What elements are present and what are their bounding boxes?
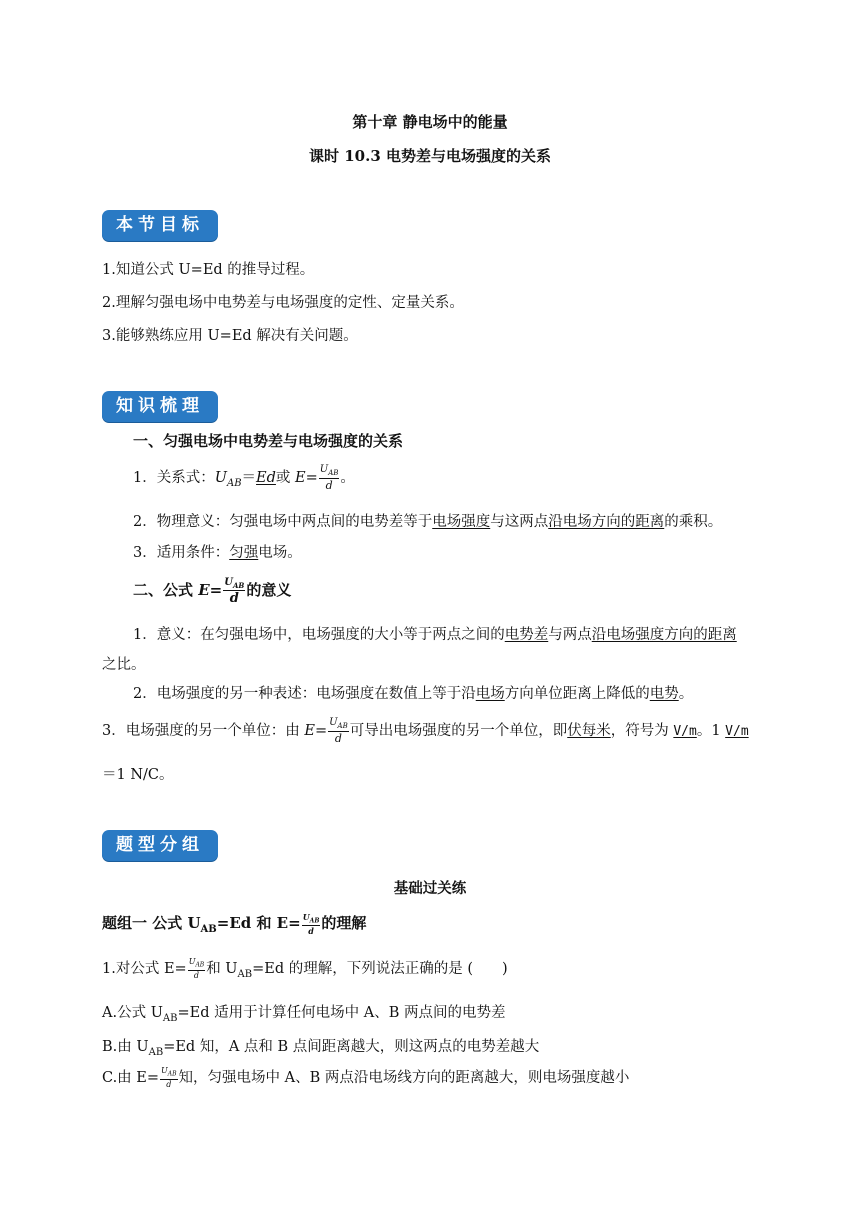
option-c [102,1060,629,1096]
or-text: 或 [275,470,296,486]
fraction [223,578,245,605]
text: 2．物理意义：匀强电场中两点间的电势差等于 [133,514,433,530]
objective-3: 3.能够熟练应用 U=Ed 解决有关问题。 [102,328,358,344]
unit-line-2: ＝1 N/C。 [102,767,174,783]
numerator-sub: AB [337,722,348,730]
relation-formula [133,458,355,504]
numerator-u: U [302,911,310,922]
text: 。1 [696,723,726,739]
text: 与这两点 [490,514,549,530]
fraction [302,913,321,936]
fraction-denominator: d [193,970,199,980]
text: 二、公式 [133,581,199,599]
alternate-definition [133,682,693,703]
section-1-title: 一、匀强电场中电势差与电场强度的关系 [133,432,404,450]
blank-potential: 电势 [649,686,679,702]
subscript: AB [148,1046,164,1058]
blank-potential-difference: 电势差 [504,627,549,643]
blank-distance: 沿电场方向的距离 [548,514,665,530]
fraction-denominator: d [325,479,333,492]
text: 2．电场强度的另一种表述：电场强度在数值上等于沿 [133,686,476,702]
equals-sign: = [314,723,328,739]
text: ，符号为 [610,723,674,739]
subscript: AB [162,1012,178,1024]
symbol-u: U [214,470,227,486]
meaning-line-1 [133,623,737,644]
groups-badge: 题型分组 [102,830,218,861]
blank-unit-symbol: V/m [673,724,697,739]
numerator-sub: AB [232,580,245,590]
blank-field: 电场 [475,686,505,702]
knowledge-badge: 知识梳理 [102,391,218,422]
text: 1．意义：在匀强电场中，电场强度的大小等于两点之间的 [133,627,505,643]
text: 电场。 [258,545,302,561]
applicable-condition [133,541,302,562]
unit-line-1 [102,711,749,752]
blank-unit-name: 伏每米 [567,723,611,739]
text: 与两点 [548,627,592,643]
fraction [328,718,349,744]
blank-unit-symbol: V/m [725,724,749,739]
text: 可导出电场强度的另一个单位，即 [349,723,568,739]
section-2-title [133,570,291,610]
text: A.公式 U [102,1005,163,1021]
lesson-title: 课时 10.3 电势差与电场强度的关系 [309,147,551,165]
text: =Ed 知，A 点和 B 点间距离越大，则这两点的电势差越大 [163,1039,540,1055]
text: 1.对公式 E= [102,961,187,977]
fraction-numerator [188,958,206,971]
fraction-numerator [160,1067,178,1080]
text: 3．适用条件： [133,545,230,561]
text: =Ed 的理解，下列说法正确的是 ( ) [252,961,508,977]
numerator-sub: AB [195,961,205,969]
objective-1: 1.知道公式 U=Ed 的推导过程。 [102,262,315,278]
text: 的乘积。 [664,514,723,530]
symbol-e: E [295,470,306,486]
meaning-line-2: 之比。 [102,657,146,673]
numerator-u: U [329,717,338,728]
text: =Ed 适用于计算任何电场中 A、B 两点间的电势差 [177,1005,506,1021]
numerator-u: U [224,576,233,588]
objective-2: 2.理解匀强电场中电势差与电场强度的定性、定量关系。 [102,295,464,311]
text: C.由 E= [102,1070,160,1086]
fraction-denominator: d [166,1079,172,1089]
numerator-u: U [319,464,329,475]
fraction [188,958,206,980]
fraction-numerator [328,718,349,732]
chapter-title: 第十章 静电场中的能量 [352,113,508,131]
fraction-numerator [302,913,321,927]
text: 的意义 [246,581,292,599]
text: 的理解 [321,914,367,932]
numerator-sub: AB [167,1070,177,1078]
numerator-sub: AB [328,469,339,477]
blank-uniform: 匀强 [229,545,259,561]
fraction-denominator: d [229,590,239,606]
equals-sign: ＝ [241,470,257,486]
fraction-numerator [223,578,245,591]
objectives-badge: 本节目标 [102,210,218,241]
level-title: 基础过关练 [393,880,467,897]
option-b [102,1035,539,1058]
text: 方向单位距离上降低的 [504,686,650,702]
blank-distance: 沿电场强度方向的距离 [591,627,737,643]
fraction-denominator: d [334,732,342,745]
subscript: AB [237,968,253,980]
option-a [102,1001,505,1024]
fraction [160,1067,178,1089]
fraction [319,465,340,491]
blank-field-strength: 电场强度 [432,514,491,530]
numerator-u: U [161,1066,168,1076]
fraction-denominator: d [308,926,314,937]
text: =Ed 和 E= [216,914,301,932]
symbol-sub: AB [226,477,242,489]
question-1 [102,951,508,993]
group-1-title [102,905,366,948]
text: 题组一 公式 U [102,914,201,932]
text: 3．电场强度的另一个单位：由 [102,723,305,739]
symbol-e: E [304,723,315,739]
equals-sign: = [209,581,223,599]
text: 知，匀强电场中 A、B 两点沿电场线方向的距离越大，则电场强度越小 [178,1070,630,1086]
text: 。 [678,686,694,702]
formula-label: 1．关系式： [133,470,215,486]
blank-ed: Ed [256,470,276,486]
fraction-numerator [319,465,340,479]
text: B.由 U [102,1039,149,1055]
subscript: AB [200,924,217,935]
numerator-sub: AB [309,917,320,925]
physical-meaning [133,510,722,531]
text: 和 U [206,961,238,977]
period: 。 [340,470,355,486]
symbol-e: E [198,581,210,599]
equals-sign: = [305,470,318,486]
numerator-u: U [188,957,196,967]
